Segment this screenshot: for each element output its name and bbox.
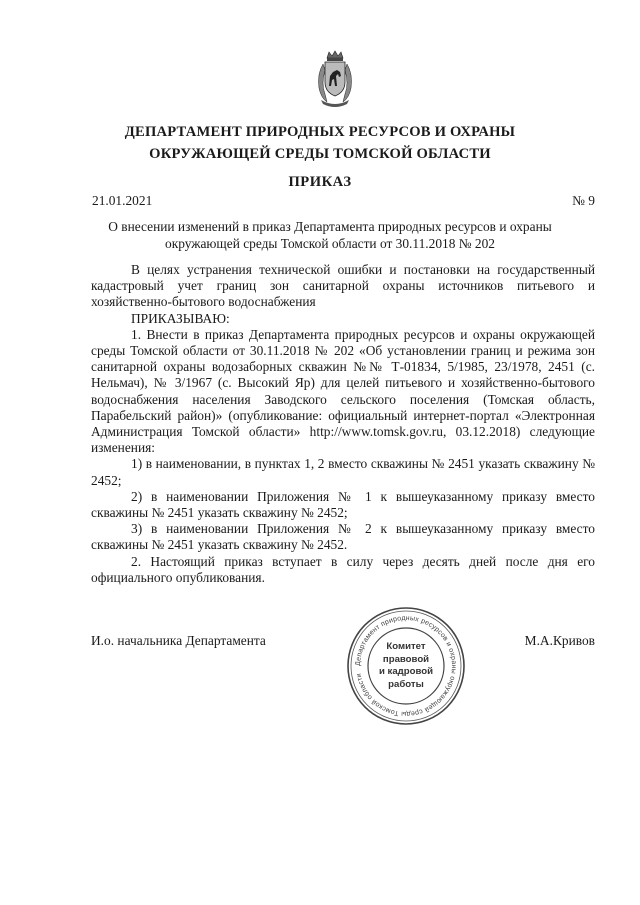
sub-item-1: 1) в наименовании, в пунктах 1, 2 вместо скважины № 2451 указать скважину № 2452; — [91, 456, 595, 488]
official-stamp — [343, 603, 469, 729]
coat-of-arms-emblem — [313, 50, 357, 110]
document-type: ПРИКАЗ — [288, 174, 352, 190]
stamp-line3: работы — [388, 678, 424, 690]
signatory-name: М.А.Кривов — [524, 633, 595, 648]
signatory-position: И.о. начальника Департамента — [91, 633, 266, 648]
document-body — [91, 262, 595, 586]
sub-item-2: 2) в наименовании Приложения № 1 к вышеуказанному приказу вместо скважины № 2451 указать скважину № 2452; — [91, 488, 595, 521]
organization-name-line2: ОКРУЖАЮЩЕЙ СРЕДЫ ТОМСКОЙ ОБЛАСТИ — [149, 146, 491, 162]
document-subject: О внесении изменений в приказ Департамента природных ресурсов и охраны окружающей среды Томской области от 30.11.2018 № 202 — [108, 219, 552, 251]
decree-word: ПРИКАЗЫВАЮ: — [131, 310, 230, 326]
document-number: № 9 — [572, 193, 595, 208]
stamp-line2: и кадровой — [378, 666, 434, 677]
organization-name-line1: ДЕПАРТАМЕНТ ПРИРОДНЫХ РЕСУРСОВ И ОХРАНЫ — [124, 124, 516, 140]
document-date: 21.01.2021 — [92, 193, 153, 208]
stamp-ring-text: Департамент природных ресурсов и охраны окружающей среды Томской области — [354, 614, 458, 718]
sub-item-3: 3) в наименовании Приложения № 2 к вышеуказанному приказу вместо скважины № 2451 указать скважину № 2452. — [91, 521, 595, 553]
intro-paragraph: В целях устранения технической ошибки и постановки на государственный кадастровый учет границ зон санитарной охраны источников питьевого и хозяйственно-бытового водоснабжения — [91, 262, 595, 310]
stamp-line1: Комитет правовой — [382, 641, 430, 665]
item-2-paragraph: 2. Настоящий приказ вступает в силу через десять дней после дня его официального опубликования. — [91, 553, 595, 585]
stamp-center-text — [368, 641, 444, 691]
item-1-paragraph: 1. Внести в приказ Департамента природных ресурсов и охраны окружающей среды Томской области от 30.11.2018 № 202 «Об установлении границ и режима зон санитарной охраны водозаборных скважин №№ Т-01834, 5/1985, 23/1978, 2451 (с. Нельмач), № 3/1967 (с. Высокий Яр) для целей питьевого и хозяйственно-бытового водоснабжения населения Заводского сельского поселения (Томская область, Парабельский район)» (опубликование: официальный интернет-портал «Электронная Администрация Томской области» http://www.tomsk.gov.ru, 03.12.2018) следующие изменения: — [91, 326, 595, 456]
